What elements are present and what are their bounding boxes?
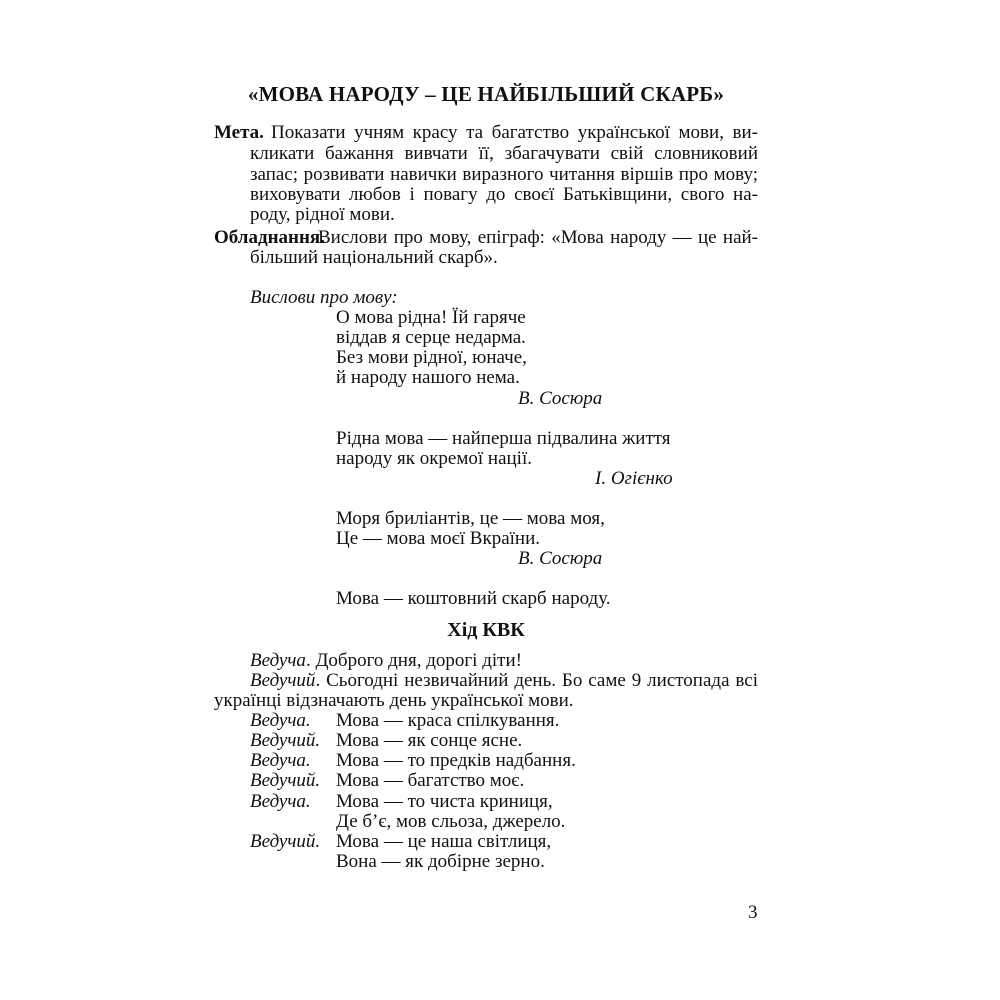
quote-2-author: І. Огієнко	[595, 468, 673, 489]
dialogue-4-line-1: Мова — багатство моє.	[336, 770, 525, 791]
page-title: «МОВА НАРОДУ – ЦЕ НАЙБІЛЬШИЙ СКАРБ»	[247, 82, 725, 106]
intro-line-3: українці відзначають день української мови.	[214, 690, 574, 711]
section-title: Хід КВК	[447, 619, 525, 641]
dialogue-2-line-1: Мова — як сонце ясне.	[336, 730, 523, 751]
equipment-line-1: Вислови про мову, епіграф: «Мова народу — це най-	[318, 227, 758, 248]
dialogue-6-line-1: Мова — це наша світлиця,	[336, 831, 552, 852]
dialogue-5-line-1: Мова — то чиста криниця,	[336, 791, 553, 812]
quote-2-line-2: народу як окремої нації.	[336, 448, 532, 469]
intro-2-text: . Сьогодні незвичайний день. Бо саме 9 листопада всі	[315, 670, 758, 691]
quotes-heading: Вислови про мову:	[250, 287, 398, 308]
intro-2-speaker: Ведучий	[250, 670, 316, 691]
goal-label: Мета.	[214, 122, 264, 143]
quote-3-author: В. Сосюра	[518, 548, 603, 569]
equipment-label: Обладнання.	[214, 227, 325, 248]
quote-3-line-1: Моря брилiантiв, це — мова моя,	[336, 508, 605, 529]
dialogue-3-line-1: Мова — то предків надбання.	[336, 750, 576, 771]
goal-line-3: запас; розвивати навички виразного читання віршів про мову;	[250, 164, 758, 185]
goal-line-5: роду, рідної мови.	[250, 204, 395, 225]
quote-1-line-3: Без мови рідної, юначе,	[336, 347, 527, 368]
dialogue-3-speaker: Ведуча.	[250, 750, 311, 771]
goal-line-1: Показати учням красу та багатство української мови, ви-	[271, 122, 758, 143]
quote-1-line-4: й народу нашого нема.	[336, 367, 520, 388]
dialogue-2-speaker: Ведучий.	[250, 730, 321, 751]
equipment-line-2: більший національний скарб».	[250, 247, 498, 268]
goal-line-2: кликати бажання вивчати її, збагачувати свій словниковий	[250, 143, 758, 164]
dialogue-6-speaker: Ведучий.	[250, 831, 321, 852]
dialogue-1-line-1: Мова — краса спілкування.	[336, 710, 560, 731]
dialogue-4-speaker: Ведучий.	[250, 770, 321, 791]
intro-line-2	[250, 671, 758, 691]
intro-1-speaker: Ведуча	[250, 650, 306, 671]
quote-1-line-1: О мова рідна! Їй гаряче	[336, 307, 526, 328]
page-number: 3	[748, 902, 758, 923]
intro-line-1	[250, 651, 522, 671]
goal-line-4: виховувати любов і повагу до своєї Батьківщини, свого на-	[250, 184, 758, 205]
intro-1-text: . Доброго дня, дорогі діти!	[305, 650, 522, 671]
quote-1-author: В. Сосюра	[518, 388, 603, 409]
dialogue-5-line-2: Де б’є, мов сльоза, джерело.	[336, 811, 566, 832]
dialogue-5-speaker: Ведуча.	[250, 791, 311, 812]
quote-3-line-2: Це — мова моєї Вкраїни.	[336, 528, 540, 549]
dialogue-1-speaker: Ведуча.	[250, 710, 311, 731]
quote-2-line-1: Рідна мова — найперша підвалина життя	[336, 428, 671, 449]
quote-4-line-1: Мова — коштовний скарб народу.	[336, 588, 611, 609]
dialogue-6-line-2: Вона — як добірне зерно.	[336, 851, 545, 872]
quote-1-line-2: віддав я серце недарма.	[336, 327, 526, 348]
